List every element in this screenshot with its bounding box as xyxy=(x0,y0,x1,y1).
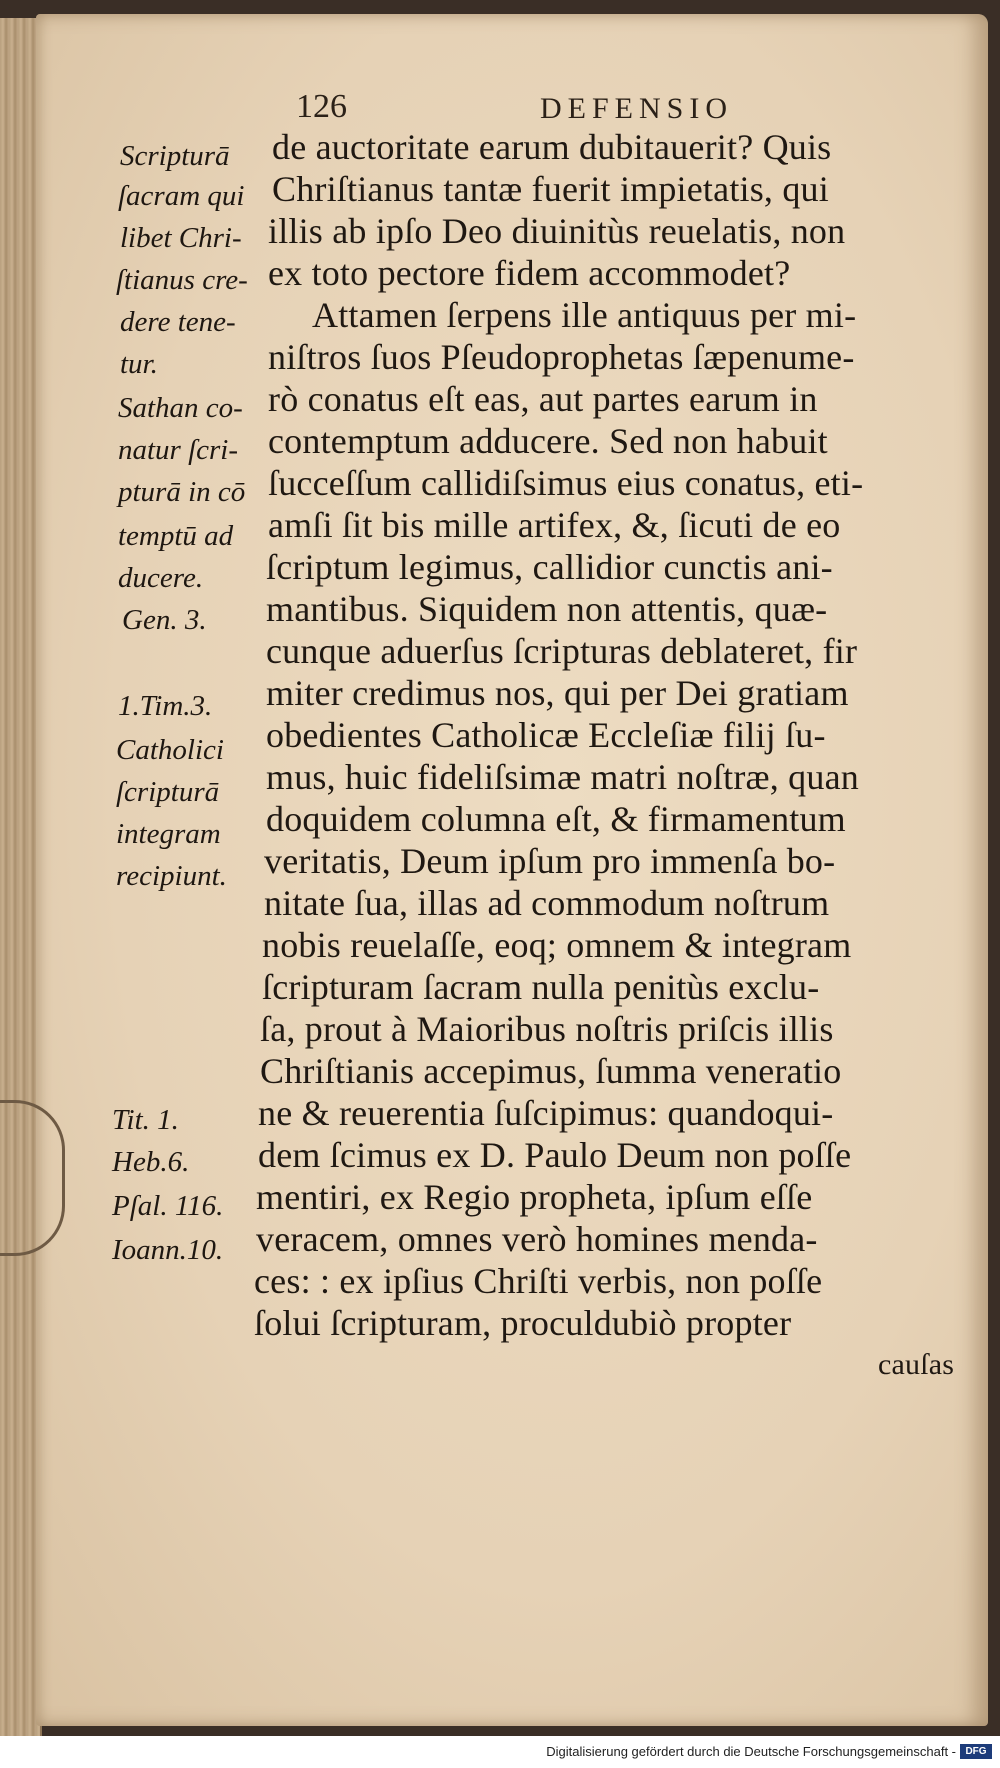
dfg-logo: DFG xyxy=(960,1744,992,1759)
text-line: Attamen ſerpens ille antiquus per mi- xyxy=(312,295,857,335)
footer-bar xyxy=(0,1736,1000,1768)
sidenote: Ioann.10. xyxy=(112,1234,224,1266)
text-line: niſtros ſuos Pſeudoprophetas ſæpenume- xyxy=(268,337,855,377)
sidenote: Sathan co- xyxy=(118,392,243,424)
sidenote: ſcripturā xyxy=(116,776,220,808)
text-line: doquidem columna eſt, & firmamentum xyxy=(266,799,846,839)
text-line: rò conatus eſt eas, aut partes earum in xyxy=(268,379,818,419)
sidenote: Heb.6. xyxy=(112,1146,190,1178)
text-line: ſcripturam ſacram nulla penitùs exclu- xyxy=(262,967,820,1007)
text-line: mantibus. Siquidem non attentis, quæ- xyxy=(266,589,828,629)
running-head xyxy=(0,88,1000,128)
book-clasp xyxy=(0,1100,65,1256)
text-line: Chriſtianus tantæ fuerit impietatis, qui xyxy=(272,169,829,209)
text-line: cunque aduerſus ſcripturas deblateret, fir xyxy=(266,631,858,671)
text-line: amſi ſit bis mille artifex, &, ſicuti de eo xyxy=(268,505,841,545)
sidenote: Tit. 1. xyxy=(112,1104,179,1136)
sidenote: Pſal. 116. xyxy=(112,1190,224,1222)
text-line: veritatis, Deum ipſum pro immenſa bo- xyxy=(264,841,836,881)
text-line: veracem, omnes verò homines menda- xyxy=(256,1219,818,1259)
text-line: ex toto pectore fidem accommodet? xyxy=(268,253,791,293)
sidenote: 1.Tim.3. xyxy=(118,690,213,722)
text-line: nobis reuelaſſe, eoq; omnem & integram xyxy=(262,925,852,965)
text-line: ne & reuerentia ſuſcipimus: quandoqui- xyxy=(258,1093,834,1133)
text-line: mentiri, ex Regio propheta, ipſum eſſe xyxy=(256,1177,813,1217)
text-line: mus, huic fideliſsimæ matri noſtræ, quan xyxy=(266,757,859,797)
text-line: de auctoritate earum dubitauerit? Quis xyxy=(272,127,832,167)
text-line: contemptum adducere. Sed non habuit xyxy=(268,421,828,461)
text-line: illis ab ipſo Deo diuinitùs reuelatis, non xyxy=(268,211,846,251)
sidenote: ducere. xyxy=(118,562,204,594)
sidenote: Scripturā xyxy=(120,140,230,172)
text-line: ſcriptum legimus, callidior cunctis ani- xyxy=(266,547,833,587)
sidenote: pturā in cō xyxy=(118,476,246,508)
text-line: nitate ſua, illas ad commodum noſtrum xyxy=(264,883,830,923)
sidenote: Gen. 3. xyxy=(122,604,207,636)
digitization-credit: Digitalisierung gefördert durch die Deutsche Forschungsgemeinschaft - xyxy=(546,1744,956,1759)
text-line: miter credimus nos, qui per Dei gratiam xyxy=(266,673,849,713)
sidenote: dere tene- xyxy=(120,306,236,338)
running-head-title: DEFENSIO xyxy=(540,92,734,125)
sidenote: ſtianus cre- xyxy=(116,264,248,296)
text-line: ſa, prout à Maioribus noſtris priſcis illis xyxy=(260,1009,834,1049)
page-number: 126 xyxy=(296,88,347,125)
sidenote: integram xyxy=(116,818,221,850)
sidenote: Catholici xyxy=(116,734,224,766)
sidenote: recipiunt. xyxy=(116,860,227,892)
text-line: Chriſtianis accepimus, ſumma veneratio xyxy=(260,1051,842,1091)
sidenote: libet Chri- xyxy=(120,222,242,254)
sidenote: ſacram qui xyxy=(118,180,245,212)
text-line: ſucceſſum callidiſsimus eius conatus, eti- xyxy=(268,463,864,503)
sidenote: natur ſcri- xyxy=(118,434,239,466)
catchword: cauſas xyxy=(878,1348,955,1381)
text-line: dem ſcimus ex D. Paulo Deum non poſſe xyxy=(258,1135,852,1175)
sidenote: temptū ad xyxy=(118,520,234,552)
text-line: obedientes Catholicæ Eccleſiæ filij ſu- xyxy=(266,715,826,755)
sidenote: tur. xyxy=(120,348,158,380)
text-line: ces: : ex ipſius Chriſti verbis, non poſſe xyxy=(254,1261,823,1301)
text-line: ſolui ſcripturam, proculdubiò propter xyxy=(254,1303,792,1343)
